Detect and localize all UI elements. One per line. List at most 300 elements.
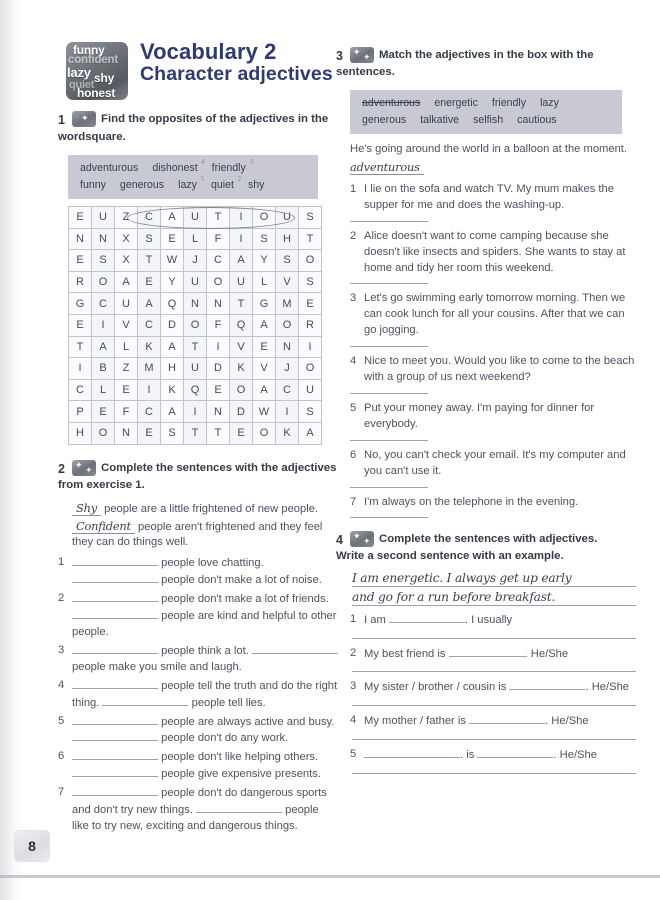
answer-blank[interactable] xyxy=(469,713,545,724)
wordsquare-cell-4-0[interactable]: G xyxy=(69,293,92,315)
item-number: 3 xyxy=(350,680,357,693)
wordsquare-cell-10-3[interactable]: E xyxy=(138,422,161,444)
exercise-2-instruction-cont: from exercise 1. xyxy=(58,478,145,491)
wordsquare-cell-5-0[interactable]: E xyxy=(69,314,92,336)
word-friendly[interactable]: friendly xyxy=(491,97,527,110)
wordsquare-cell-0-0[interactable]: E xyxy=(69,206,92,228)
item-body: 3 My sister / brother / cousin is . He/She xyxy=(350,680,630,694)
wordsquare-cell-0-2[interactable]: Z xyxy=(115,206,138,228)
item-label-b: He/She xyxy=(551,715,589,728)
wordsquare-cell-0-6[interactable]: T xyxy=(207,206,230,228)
wordsquare-cell-1-6[interactable]: F xyxy=(207,228,230,250)
wordsquare-cell-9-0[interactable]: P xyxy=(69,401,92,423)
wordsquare-cell-6-10[interactable]: I xyxy=(299,336,322,358)
answer-line[interactable] xyxy=(350,283,428,284)
answer-blank[interactable] xyxy=(72,714,158,725)
wordsquare-cell-1-9[interactable]: H xyxy=(276,228,299,250)
item-body xyxy=(350,182,636,214)
wordsquare-cell-0-8[interactable]: O xyxy=(253,206,276,228)
wordsquare-cell-7-7[interactable]: K xyxy=(230,358,253,380)
item-number: 2 xyxy=(58,592,65,605)
answer-blank[interactable] xyxy=(72,766,158,777)
exercise-1-heading xyxy=(58,112,338,129)
exercise-4-items xyxy=(336,612,636,775)
item-body: 5 . is . He/She xyxy=(350,748,597,762)
item-text: Nice to meet you. Would you like to come to the beach with a group of us next weekend? xyxy=(364,355,635,384)
answer-blank[interactable] xyxy=(72,555,158,566)
wordsquare-cell-10-1[interactable]: O xyxy=(92,422,115,444)
exercise-4-heading xyxy=(336,532,636,549)
wordsquare-cell-5-1[interactable]: I xyxy=(92,314,115,336)
word-funny: funny xyxy=(80,178,106,191)
exercise-4-item xyxy=(336,612,636,639)
wordsquare-cell-4-4[interactable]: Q xyxy=(161,293,184,315)
exercise-4-instruction-cont: Write a second sentence with an example. xyxy=(336,550,564,563)
wordsquare-wrap xyxy=(68,206,338,445)
exercise-2-item xyxy=(58,785,338,835)
wordsquare-cell-8-2[interactable]: E xyxy=(115,379,138,401)
wordsquare-cell-5-3[interactable]: C xyxy=(138,314,161,336)
answer-blank[interactable] xyxy=(72,785,158,796)
wordsquare-cell-4-6[interactable]: N xyxy=(207,293,230,315)
exercise-3-items xyxy=(336,182,636,519)
exercise-4-item xyxy=(336,747,636,774)
wordbox-row-2 xyxy=(362,112,612,128)
answer-blank[interactable] xyxy=(252,643,338,654)
wordsquare-cell-6-7[interactable]: V xyxy=(230,336,253,358)
example-line-2: and go for a run before breakfast. xyxy=(352,590,636,606)
exercise-2-item xyxy=(58,555,338,589)
item-label-a: I am xyxy=(364,613,386,626)
wordsquare-cell-9-10[interactable]: S xyxy=(299,401,322,423)
wordsquare-cell-3-1[interactable]: O xyxy=(92,271,115,293)
wordsquare-cell-7-3[interactable]: M xyxy=(138,358,161,380)
item-label-b: He/She xyxy=(530,647,569,660)
wordsquare-row xyxy=(69,401,322,423)
answer-blank[interactable] xyxy=(72,608,158,619)
exercise-3-item xyxy=(336,401,636,441)
exercise-4-item xyxy=(336,679,636,706)
wordsquare-cell-10-4[interactable]: S xyxy=(161,422,184,444)
exercise-4-instruction: Complete the sentences with adjectives. xyxy=(379,533,598,546)
exercise-3-number: 3 xyxy=(336,49,343,63)
word-generous[interactable]: generous xyxy=(362,113,407,126)
wordsquare-cell-4-2[interactable]: U xyxy=(115,293,138,315)
exercise-2-instruction: Complete the sentences with the adjectives xyxy=(101,461,337,474)
exercise-4-number: 4 xyxy=(336,533,343,548)
wordsquare-row xyxy=(69,293,322,315)
answer-rule[interactable] xyxy=(352,705,636,706)
wordsquare-cell-3-7[interactable]: U xyxy=(230,271,253,293)
item-body xyxy=(350,229,636,277)
wordsquare-cell-8-9[interactable]: C xyxy=(276,379,299,401)
wordsquare-row xyxy=(69,422,322,444)
item-text: I'm always on the telephone in the evening. xyxy=(364,495,579,508)
exercise-3-item xyxy=(336,229,636,285)
item-number: 1 xyxy=(350,612,357,625)
wordsquare-cell-9-1[interactable]: E xyxy=(92,401,115,423)
wordsquare-cell-3-10[interactable]: S xyxy=(299,271,322,293)
wordsquare-cell-1-2[interactable]: X xyxy=(115,228,138,250)
wordsquare-cell-1-4[interactable]: E xyxy=(161,228,184,250)
badge-word-lazy: lazy xyxy=(67,65,91,80)
item-number: 5 xyxy=(350,748,357,761)
wordsquare-cell-7-5[interactable]: U xyxy=(184,358,207,380)
word-cautious[interactable]: cautious xyxy=(517,113,557,126)
exercise-3-heading xyxy=(336,48,636,65)
wordsquare-cell-1-3[interactable]: S xyxy=(138,228,161,250)
wordsquare-cell-0-5[interactable]: U xyxy=(184,206,207,228)
wordsquare-row xyxy=(69,314,322,336)
wordsquare-cell-8-4[interactable]: K xyxy=(161,379,184,401)
wordsquare-cell-2-6[interactable]: C xyxy=(207,250,230,272)
word-adventurous[interactable]: adventurous xyxy=(362,97,421,110)
item-number: 6 xyxy=(350,448,357,461)
wordsquare-cell-0-4[interactable]: A xyxy=(161,206,184,228)
item-number: 4 xyxy=(350,355,357,368)
wordsquare-cell-7-9[interactable]: J xyxy=(276,358,299,380)
item-label-a: My mother / father is xyxy=(364,715,466,728)
exercise-3-item xyxy=(336,354,636,394)
wordsquare-row xyxy=(69,271,322,293)
word-dishonest: dishonest 4 xyxy=(152,158,205,175)
item-number: 7 xyxy=(350,495,357,508)
exercise-2-example xyxy=(72,500,338,552)
wordsquare-cell-10-8[interactable]: O xyxy=(253,422,276,444)
wordsquare-cell-6-1[interactable]: A xyxy=(92,336,115,358)
exercise-3-instruction: Match the adjectives in the box with the xyxy=(379,49,594,61)
title-line-1: Vocabulary 2 xyxy=(140,39,277,64)
answer-blank[interactable] xyxy=(364,747,460,758)
exercise-2-number: 2 xyxy=(58,461,65,476)
item-text-b: people tell lies. xyxy=(191,696,266,709)
wordsquare-cell-7-4[interactable]: H xyxy=(161,358,184,380)
wordsquare-cell-1-1[interactable]: N xyxy=(92,228,115,250)
word-quiet: quiet 2 xyxy=(210,174,241,191)
wordsquare-cell-8-7[interactable]: O xyxy=(230,379,253,401)
wordsquare-cell-8-3[interactable]: I xyxy=(138,379,161,401)
item-number: 2 xyxy=(350,229,357,242)
exercise-3-item xyxy=(336,182,636,222)
example-answer-confident: Confident xyxy=(72,519,135,534)
wordsquare-cell-1-5[interactable]: L xyxy=(184,228,207,250)
item-text: Let's go swimming early tomorrow morning. Then we can cook lunch for all your cousins. After that we can go jogging. xyxy=(364,292,626,337)
scan-edge-shadow xyxy=(0,0,14,900)
wordsquare-cell-0-1[interactable]: U xyxy=(92,206,115,228)
wordsquare-cell-3-8[interactable]: L xyxy=(253,271,276,293)
wordsquare-cell-7-10[interactable]: O xyxy=(299,358,322,380)
wordsquare-cell-0-7[interactable]: I xyxy=(230,206,253,228)
badge-word-honest: honest xyxy=(77,86,116,100)
wordsquare-cell-1-0[interactable]: N xyxy=(69,228,92,250)
wordsquare-cell-9-4[interactable]: A xyxy=(161,401,184,423)
wordsquare-cell-6-2[interactable]: L xyxy=(115,336,138,358)
wordsquare-row xyxy=(69,336,322,358)
wordsquare-cell-4-3[interactable]: A xyxy=(138,293,161,315)
item-number: 2 xyxy=(350,646,357,659)
wordsquare-cell-10-10[interactable]: A xyxy=(299,422,322,444)
answer-blank[interactable] xyxy=(72,591,158,602)
wordsquare-cell-4-7[interactable]: T xyxy=(230,293,253,315)
wordsquare-grid[interactable] xyxy=(68,206,322,445)
word-friendly: friendly 3 xyxy=(211,158,253,175)
item-number: 1 xyxy=(350,182,357,195)
wordsquare-cell-8-10[interactable]: U xyxy=(299,379,322,401)
wordsquare-cell-6-5[interactable]: T xyxy=(184,336,207,358)
word-talkative[interactable]: talkative xyxy=(420,113,460,126)
answer-line[interactable] xyxy=(350,440,428,441)
wordsquare-cell-0-9[interactable]: U xyxy=(276,206,299,228)
page-number: 8 xyxy=(14,830,50,862)
wordsquare-cell-5-7[interactable]: Q xyxy=(230,314,253,336)
exercise-2-heading xyxy=(58,461,338,478)
item-text-a: people don't make a lot of friends. xyxy=(161,593,329,606)
exercise-2-item xyxy=(58,591,338,641)
wordsquare-cell-1-8[interactable]: S xyxy=(253,228,276,250)
exercise-3-item xyxy=(336,291,636,347)
wordsquare-cell-5-8[interactable]: A xyxy=(253,314,276,336)
item-label-a: My sister / brother / cousin is xyxy=(364,681,507,694)
answer-line[interactable] xyxy=(350,346,428,347)
item-text-a: people don't like helping others. xyxy=(161,751,319,764)
wordsquare-cell-10-5[interactable]: T xyxy=(184,422,207,444)
item-number: 3 xyxy=(350,292,357,305)
item-label-a: My best friend is xyxy=(364,647,446,660)
wordsquare-cell-8-5[interactable]: Q xyxy=(184,379,207,401)
item-body xyxy=(350,448,636,480)
item-text-b: people don't do any work. xyxy=(161,732,289,745)
item-text-b: people don't make a lot of noise. xyxy=(161,574,322,587)
exercise-3-item xyxy=(336,495,636,519)
wordsquare-cell-3-9[interactable]: V xyxy=(276,271,299,293)
wordsquare-cell-1-7[interactable]: I xyxy=(230,228,253,250)
wordsquare-cell-9-8[interactable]: W xyxy=(253,401,276,423)
wordsquare-cell-6-6[interactable]: I xyxy=(207,336,230,358)
answer-blank[interactable] xyxy=(72,572,158,583)
wordsquare-cell-10-6[interactable]: T xyxy=(207,422,230,444)
wordsquare-cell-3-5[interactable]: U xyxy=(184,271,207,293)
page-title xyxy=(140,40,333,85)
right-column xyxy=(336,48,636,781)
badge-word-confident: confident xyxy=(68,54,118,66)
wordsquare-cell-10-9[interactable]: K xyxy=(276,422,299,444)
wordsquare-cell-7-8[interactable]: V xyxy=(253,358,276,380)
wordsquare-cell-3-2[interactable]: A xyxy=(115,271,138,293)
answer-blank[interactable] xyxy=(196,802,282,813)
example-line-1: I am energetic. I always get up early xyxy=(352,571,636,587)
page-header xyxy=(58,39,348,108)
answer-line[interactable] xyxy=(350,393,428,394)
wordsquare-cell-2-4[interactable]: W xyxy=(161,250,184,272)
exercise-3-item xyxy=(336,448,636,488)
item-body xyxy=(350,291,636,339)
answer-blank[interactable] xyxy=(477,747,553,758)
wordsquare-cell-4-8[interactable]: G xyxy=(253,293,276,315)
wordsquare-cell-9-2[interactable]: F xyxy=(115,401,138,423)
answer-blank[interactable] xyxy=(389,612,465,623)
item-body: 1 I am . I usually xyxy=(350,612,513,626)
wordsquare-cell-7-0[interactable]: I xyxy=(69,358,92,380)
item-body: 2 My best friend is . He/She xyxy=(350,646,569,660)
answer-blank[interactable] xyxy=(72,678,158,689)
exercise-2-item xyxy=(58,643,338,676)
wordsquare-cell-2-5[interactable]: J xyxy=(184,250,207,272)
answer-blank[interactable] xyxy=(449,646,525,657)
answer-blank[interactable] xyxy=(102,695,188,706)
two-star-icon: ✦ ✦ xyxy=(350,47,374,63)
word-energetic[interactable]: energetic xyxy=(434,97,478,110)
wordsquare-cell-2-7[interactable]: A xyxy=(230,250,253,272)
wordsquare-cell-0-3[interactable]: C xyxy=(138,206,161,228)
wordsquare-cell-4-10[interactable]: E xyxy=(299,293,322,315)
wordsquare-cell-6-9[interactable]: N xyxy=(276,336,299,358)
wordsquare-cell-5-4[interactable]: D xyxy=(161,314,184,336)
exercise-3-wordbox xyxy=(350,90,622,134)
item-text: Put your money away. I'm paying for dinner for everybody. xyxy=(364,401,595,430)
wordsquare-cell-4-5[interactable]: N xyxy=(184,293,207,315)
wordsquare-cell-4-1[interactable]: C xyxy=(92,293,115,315)
wordsquare-cell-3-4[interactable]: Y xyxy=(161,271,184,293)
wordbox-row-1 xyxy=(362,95,612,111)
wordsquare-cell-2-2[interactable]: X xyxy=(115,250,138,272)
two-star-icon: ✦ ✦ xyxy=(350,531,374,547)
wordsquare-cell-2-8[interactable]: Y xyxy=(253,250,276,272)
wordsquare-cell-1-10[interactable]: T xyxy=(299,228,322,250)
wordsquare-cell-2-0[interactable]: E xyxy=(69,250,92,272)
wordsquare-cell-4-9[interactable]: M xyxy=(276,293,299,315)
wordsquare-cell-5-10[interactable]: R xyxy=(299,314,322,336)
wordsquare-row xyxy=(69,250,322,272)
answer-rule[interactable] xyxy=(352,638,636,639)
item-number: 4 xyxy=(350,714,357,727)
word-lazy: lazy 5 xyxy=(178,174,204,191)
answer-blank[interactable] xyxy=(509,679,585,690)
wordsquare-cell-9-5[interactable]: I xyxy=(184,401,207,423)
item-number: 7 xyxy=(58,786,65,799)
item-text-a: people don't do dangerous sports and don't try new things. xyxy=(72,787,327,817)
wordsquare-cell-9-6[interactable]: N xyxy=(207,401,230,423)
item-text: Alice doesn't want to come camping because she doesn't like insects and spiders. She wants to stay at home and tidy her room this weekend. xyxy=(364,229,626,274)
word-selfish[interactable]: selfish xyxy=(473,113,504,126)
item-number: 4 xyxy=(58,678,65,691)
example-answer-adventurous: adventurous xyxy=(350,160,424,175)
answer-line[interactable] xyxy=(350,221,428,222)
wordsquare-cell-9-9[interactable]: I xyxy=(276,401,299,423)
item-text-b: people are kind and helpful to other people. xyxy=(72,610,337,638)
item-number: 3 xyxy=(58,643,65,656)
wordsquare-cell-8-8[interactable]: A xyxy=(253,379,276,401)
wordsquare-cell-10-0[interactable]: H xyxy=(69,422,92,444)
item-text-a: people tell the truth and do the right thing. xyxy=(72,679,338,709)
exercise-2-items xyxy=(58,555,338,835)
exercise-3-example-text: He's going around the world in a balloon at the moment. xyxy=(350,142,628,155)
item-body xyxy=(350,495,636,511)
wordsquare-cell-10-7[interactable]: E xyxy=(230,422,253,444)
wordsquare-cell-7-1[interactable]: B xyxy=(92,358,115,380)
exercise-1-instruction-cont: wordsquare. xyxy=(58,131,126,143)
unit-badge-icon xyxy=(66,42,128,100)
wordsquare-cell-8-1[interactable]: L xyxy=(92,379,115,401)
item-text: No, you can't check your email. It's my computer and you can't use it. xyxy=(364,448,626,477)
wordsquare-cell-10-2[interactable]: N xyxy=(115,422,138,444)
wordsquare-cell-5-9[interactable]: O xyxy=(276,314,299,336)
wordsquare-cell-6-4[interactable]: A xyxy=(161,336,184,358)
wordsquare-cell-2-1[interactable]: S xyxy=(92,250,115,272)
exercise-3-example-answer-wrap xyxy=(350,158,636,176)
wordsquare-cell-5-6[interactable]: F xyxy=(207,314,230,336)
item-text-b: people make you smile and laugh. xyxy=(72,660,242,673)
item-text-a: people think a lot. xyxy=(161,644,249,657)
badge-word-quiet: quiet xyxy=(69,79,95,91)
answer-rule[interactable] xyxy=(352,773,636,774)
answer-blank[interactable] xyxy=(72,749,158,760)
word-lazy[interactable]: lazy xyxy=(540,97,559,110)
word-generous: generous xyxy=(119,178,165,191)
item-body: 4 My mother / father is . He/She xyxy=(350,714,589,728)
wordsquare-cell-2-9[interactable]: S xyxy=(276,250,299,272)
wordbox-row-2 xyxy=(80,174,308,193)
wordsquare-row xyxy=(69,379,322,401)
wordsquare-cell-5-2[interactable]: V xyxy=(115,314,138,336)
wordsquare-cell-3-0[interactable]: R xyxy=(69,271,92,293)
wordsquare-cell-6-0[interactable]: T xyxy=(69,336,92,358)
wordsquare-cell-3-6[interactable]: O xyxy=(207,271,230,293)
exercise-1-wordbox xyxy=(68,155,318,199)
wordsquare-row xyxy=(69,358,322,380)
item-number: 1 xyxy=(58,556,65,569)
item-label-c: He/She xyxy=(559,749,597,762)
item-text-b: people like to try new, exciting and dangerous things. xyxy=(72,804,319,832)
exercise-3-instruction-cont: sentences. xyxy=(336,66,395,78)
wordsquare-cell-8-0[interactable]: C xyxy=(69,379,92,401)
wordsquare-cell-5-5[interactable]: O xyxy=(184,314,207,336)
one-star-icon: ✦ xyxy=(72,111,96,127)
exercise-4-example xyxy=(352,571,636,606)
answer-blank[interactable] xyxy=(72,643,158,654)
example-text-2: people aren't frightened and they feel they can do things well. xyxy=(72,520,323,549)
item-body xyxy=(350,354,636,386)
wordsquare-cell-8-6[interactable]: E xyxy=(207,379,230,401)
wordsquare-cell-2-3[interactable]: T xyxy=(138,250,161,272)
item-text-a: people love chatting. xyxy=(161,557,264,570)
exercise-2-item xyxy=(58,749,338,783)
exercise-2-item xyxy=(58,678,338,712)
exercise-1-instruction: Find the opposites of the adjectives in the xyxy=(101,113,329,125)
wordsquare-cell-0-10[interactable]: S xyxy=(299,206,322,228)
exercise-2-item xyxy=(58,714,338,748)
answer-line[interactable] xyxy=(350,517,428,518)
item-text-a: people are always active and busy. xyxy=(161,715,335,728)
wordsquare-cell-9-3[interactable]: C xyxy=(138,401,161,423)
wordsquare-cell-9-7[interactable]: D xyxy=(230,401,253,423)
two-star-icon: ✦ ✦ xyxy=(72,460,96,476)
wordsquare-cell-3-3[interactable]: E xyxy=(138,271,161,293)
item-label-b: is xyxy=(466,749,475,762)
item-number: 5 xyxy=(350,401,357,414)
wordsquare-cell-2-10[interactable]: O xyxy=(299,250,322,272)
item-label-b: He/She xyxy=(591,681,630,694)
answer-rule[interactable] xyxy=(352,671,636,672)
wordsquare-cell-7-2[interactable]: Z xyxy=(115,358,138,380)
wordsquare-cell-6-8[interactable]: E xyxy=(253,336,276,358)
item-label-b: I usually xyxy=(471,613,513,626)
answer-line[interactable] xyxy=(350,487,428,488)
item-text: I lie on the sofa and watch TV. My mum makes the supper for me and does the washing-up. xyxy=(364,182,614,211)
wordsquare-cell-7-6[interactable]: D xyxy=(207,358,230,380)
wordsquare-cell-6-3[interactable]: K xyxy=(138,336,161,358)
answer-rule[interactable] xyxy=(352,739,636,740)
answer-blank[interactable] xyxy=(72,730,158,741)
